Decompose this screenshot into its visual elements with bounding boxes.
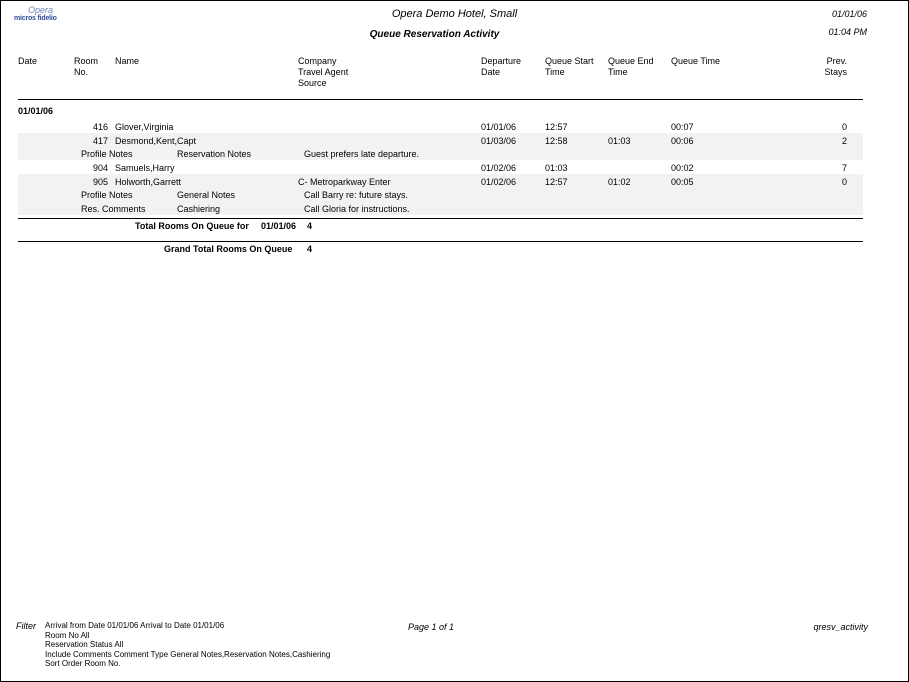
note-type: Cashiering	[177, 204, 221, 214]
group-total-value: 4	[307, 221, 313, 231]
col-room-line2: No.	[74, 67, 89, 77]
col-queue-start-line2: Time	[545, 67, 565, 77]
filter-line: Reservation Status All	[45, 640, 124, 649]
room-no: 904	[92, 163, 108, 173]
micros-fidelio-logo: micros fidelio	[14, 15, 57, 22]
company-name: C- Metroparkway Enter	[298, 177, 391, 187]
note-text: Guest prefers late departure.	[304, 149, 420, 159]
col-departure	[481, 56, 521, 78]
prev-stays: 2	[841, 136, 847, 146]
hotel-name: Opera Demo Hotel, Small	[391, 8, 518, 20]
group-total-rule	[18, 218, 863, 219]
departure-date: 01/03/06	[481, 136, 517, 146]
note-label: Profile Notes	[81, 149, 133, 159]
filter-line: Arrival from Date 01/01/06 Arrival to Date 01/01/06	[45, 621, 225, 630]
guest-name: Samuels,Harry	[115, 163, 175, 173]
opera-logo: Opera	[28, 5, 54, 15]
filter-label: Filter	[16, 621, 36, 631]
group-date: 01/01/06	[18, 106, 54, 116]
group-total-label: Total Rooms On Queue for	[135, 221, 249, 231]
col-prev-stays	[808, 56, 847, 78]
queue-start: 12:57	[545, 122, 568, 132]
prev-stays: 0	[841, 122, 847, 132]
col-departure-line1: Departure	[481, 56, 522, 66]
queue-end: 01:02	[608, 177, 631, 187]
col-queue-start-line1: Queue Start	[545, 56, 594, 66]
room-no: 417	[92, 136, 108, 146]
room-no: 905	[92, 177, 108, 187]
filter-details	[45, 621, 330, 669]
grand-total-label: Grand Total Rooms On Queue	[164, 244, 293, 254]
filter-line: Sort Order Room No.	[45, 659, 121, 668]
note-text: Call Barry re: future stays.	[304, 190, 409, 200]
queue-start: 12:58	[545, 136, 568, 146]
departure-date: 01/02/06	[481, 177, 517, 187]
prev-stays: 7	[841, 163, 847, 173]
queue-start: 01:03	[545, 163, 568, 173]
queue-time: 00:07	[671, 122, 694, 132]
col-date: Date	[18, 56, 38, 66]
col-queue-end-line2: Time	[608, 67, 628, 77]
col-departure-line2: Date	[481, 67, 501, 77]
note-text: Call Gloria for instructions.	[304, 204, 410, 214]
guest-name: Desmond,Kent,Capt	[115, 136, 197, 146]
note-type: Reservation Notes	[177, 149, 252, 159]
note-label: Profile Notes	[81, 190, 133, 200]
col-company	[298, 56, 348, 89]
departure-date: 01/02/06	[481, 163, 517, 173]
col-queue-end	[608, 56, 654, 78]
col-prev-line2: Stays	[824, 67, 847, 77]
report-id: qresv_activity	[813, 622, 868, 632]
guest-name: Holworth,Garrett	[115, 177, 182, 187]
departure-date: 01/01/06	[481, 122, 517, 132]
col-queue-start	[545, 56, 594, 78]
queue-start: 12:57	[545, 177, 568, 187]
col-source: Source	[298, 78, 327, 88]
header-rule	[18, 99, 863, 100]
col-room-line1: Room	[74, 56, 99, 66]
report-title: Queue Reservation Activity	[369, 29, 500, 40]
col-queue-end-line1: Queue End	[608, 56, 654, 66]
col-company-line1: Company	[298, 56, 337, 66]
note-type: General Notes	[177, 190, 236, 200]
guest-name: Glover,Virginia	[115, 122, 174, 132]
page-number: Page 1 of 1	[408, 622, 455, 632]
queue-time: 00:02	[671, 163, 694, 173]
col-name: Name	[115, 56, 140, 66]
filter-line: Include Comments Comment Type General Notes,Reservation Notes,Cashiering	[45, 649, 331, 659]
grand-total-value: 4	[307, 244, 313, 254]
report-time: 01:04 PM	[828, 27, 867, 37]
col-prev-line1: Prev.	[826, 56, 847, 66]
note-label: Res. Comments	[81, 204, 146, 214]
grand-total-rule	[18, 241, 863, 242]
queue-time: 00:06	[671, 136, 694, 146]
prev-stays: 0	[841, 177, 847, 187]
group-total-date: 01/01/06	[261, 221, 297, 231]
room-no: 416	[92, 122, 108, 132]
col-queue-time: Queue Time	[671, 56, 721, 66]
queue-end: 01:03	[608, 136, 631, 146]
col-travel-agent: Travel Agent	[298, 67, 349, 77]
col-room	[74, 56, 98, 78]
report-date: 01/01/06	[831, 9, 867, 19]
filter-line: Room No All	[45, 630, 90, 640]
queue-time: 00:05	[671, 177, 694, 187]
